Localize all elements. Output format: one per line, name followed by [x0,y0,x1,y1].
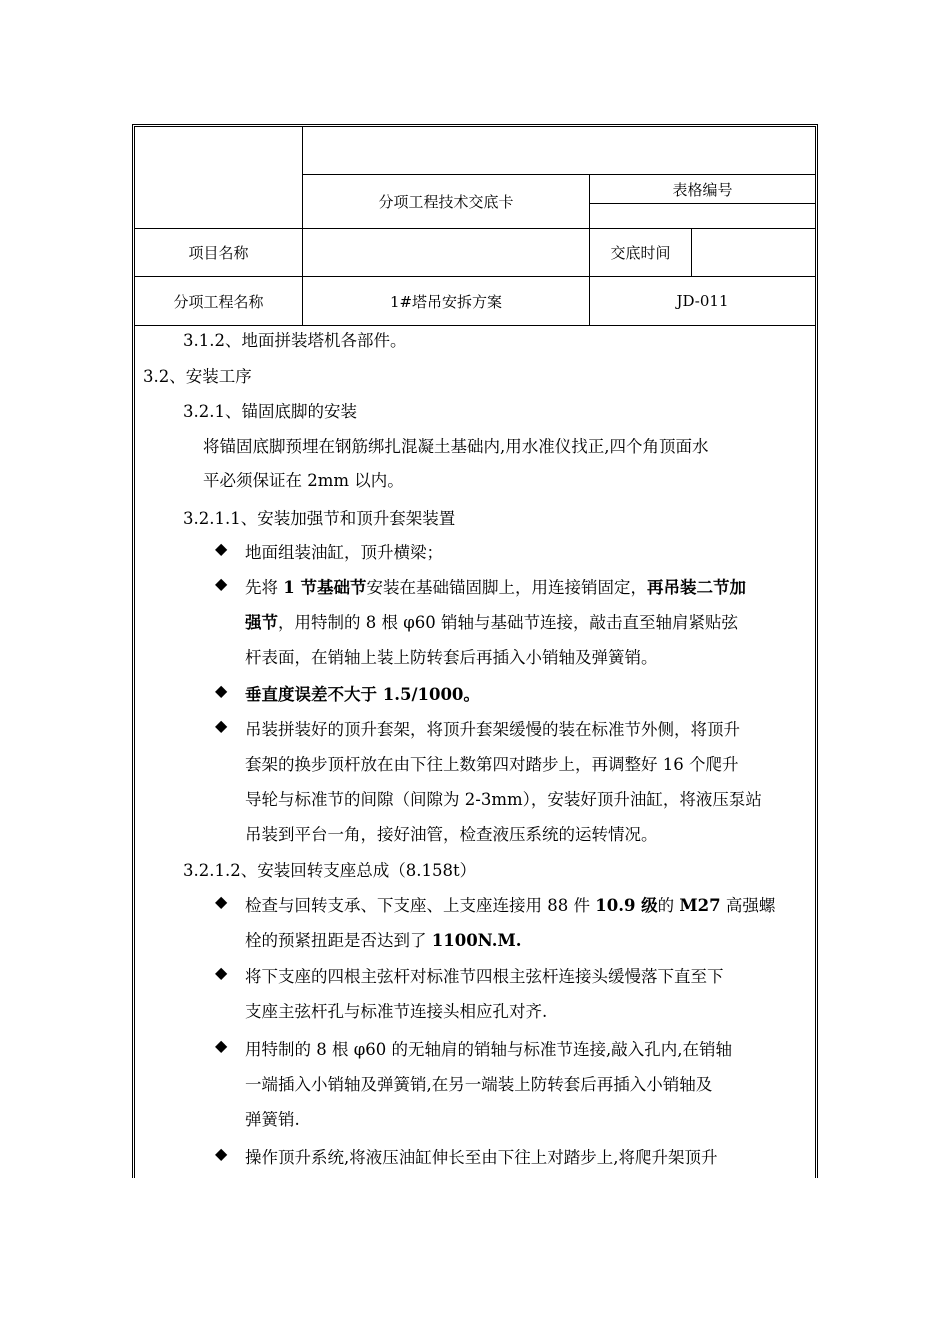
sub-project-value: 1#塔吊安拆方案 [389,292,503,311]
section-heading: 3.2.1、锚固底脚的安装 [183,402,357,421]
bullet-text: 吊装拼装好的顶升套架，将顶升套架缓慢的装在标准节外侧，将顶升 [245,720,740,739]
diamond-bullet-icon: ◆ [215,963,228,982]
bullet-text: 吊装到平台一角，接好油管，检查液压系统的运转情况。 [245,825,658,844]
bullet-text: 地面组装油缸，顶升横梁； [245,543,443,562]
bullet-text: 将下支座的四根主弦杆对标准节四根主弦杆连接头缓慢落下直至下 [245,967,724,986]
diamond-bullet-icon: ◆ [215,1144,228,1163]
section-heading: 3.2、安装工序 [143,367,252,386]
paragraph-line: 将锚固底脚预埋在钢筋绑扎混凝土基础内,用水准仪找正,四个角顶面水 [203,437,709,456]
diamond-bullet-icon: ◆ [215,574,228,593]
bullet-text: 操作顶升系统,将液压油缸伸长至由下往上对踏步上,将爬升架顶升 [245,1148,718,1167]
section-heading: 3.2.1.1、安装加强节和顶升套架装置 [183,509,456,528]
divider [135,325,815,326]
sub-project-label: 分项工程名称 [173,292,264,311]
bullet-text: 弹簧销. [245,1110,300,1129]
divider [691,229,692,277]
bullet-text: 杆表面，在销轴上装上防转套后再插入小销轴及弹簧销。 [245,648,658,667]
paragraph-line: 平必须保证在 2mm 以内。 [203,471,404,490]
bullet-text: 垂直度误差不大于 1.5/1000。 [245,685,480,704]
diamond-bullet-icon: ◆ [215,539,228,558]
bullet-text: 支座主弦杆孔与标准节连接头相应孔对齐. [245,1002,548,1021]
diamond-bullet-icon: ◆ [215,1036,228,1055]
bullet-text: 栓的预紧扭距是否达到了 1100N.M. [245,931,522,950]
card-title: 分项工程技术交底卡 [378,193,514,211]
bullet-text: 一端插入小销轴及弹簧销,在另一端装上防转套后再插入小销轴及 [245,1075,713,1094]
section-heading: 3.2.1.2、安装回转支座总成（8.158t） [183,861,477,880]
bullet-text: 检查与回转支承、下支座、上支座连接用 88 件 10.9 级的 M27 高强螺 [245,896,776,915]
divider [589,203,815,204]
diamond-bullet-icon: ◆ [215,681,228,700]
handover-time-label: 交底时间 [610,244,671,262]
bullet-text: 导轮与标准节的间隙（间隙为 2-3mm），安装好顶升油缸，将液压泵站 [245,790,762,809]
handover-form [132,124,818,1178]
section-heading: 3.1.2、地面拼装塔机各部件。 [183,331,407,350]
project-name-label: 项目名称 [188,244,249,262]
form-no-value: JD-011 [676,292,729,310]
diamond-bullet-icon: ◆ [215,716,228,735]
bullet-text: 套架的换步顶杆放在由下往上数第四对踏步上，再调整好 16 个爬升 [245,755,739,774]
diamond-bullet-icon: ◆ [215,892,228,911]
form-no-label: 表格编号 [672,180,733,199]
bullet-text: 强节，用特制的 8 根 φ60 销轴与基础节连接，敲击直至轴肩紧贴弦 [245,613,739,632]
bullet-text: 用特制的 8 根 φ60 的无轴肩的销轴与标准节连接,敲入孔内,在销轴 [245,1040,733,1059]
bullet-text: 先将 1 节基础节安装在基础锚固脚上，用连接销固定，再吊装二节加 [245,578,746,597]
